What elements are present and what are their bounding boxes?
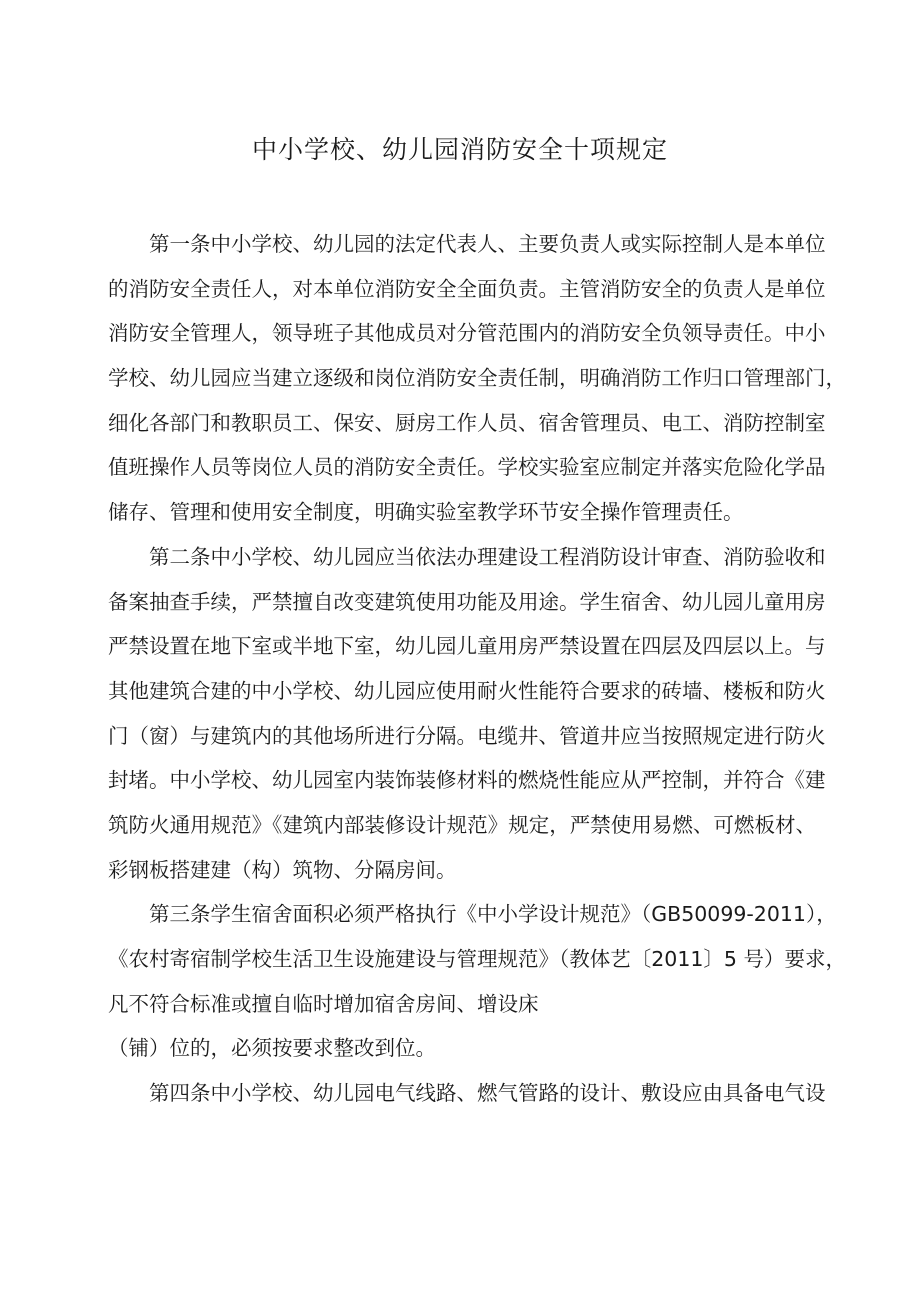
paragraph-line: 第四条中小学校、幼儿园电气线路、燃气管路的设计、敷设应由具备电气设 <box>149 1081 826 1106</box>
paragraph-line: 消防安全管理人，领导班子其他成员对分管范围内的消防安全负领导责任。中小 <box>108 321 826 346</box>
document-title: 中小学校、幼儿园消防安全十项规定 <box>251 135 668 164</box>
paragraph-line: （铺）位的，必须按要求整改到位。 <box>108 1036 436 1061</box>
paragraph-line: 值班操作人员等岗位人员的消防安全责任。学校实验室应制定并落实危险化学品 <box>108 455 826 480</box>
paragraph-line: 凡不符合标准或擅自临时增加宿舍房间、增设床 <box>108 991 539 1016</box>
paragraph-line: 门（窗）与建筑内的其他场所进行分隔。电缆井、管道井应当按照规定进行防火 <box>108 723 826 748</box>
paragraph-line: 其他建筑合建的中小学校、幼儿园应使用耐火性能符合要求的砖墙、楼板和防火 <box>108 678 826 703</box>
paragraph-line: 的消防安全责任人，对本单位消防安全全面负责。主管消防安全的负责人是单位 <box>108 276 826 301</box>
paragraph-line: 第三条学生宿舍面积必须严格执行《中小学设计规范》（GB50099-2011）， <box>149 902 837 927</box>
paragraph-line: 彩钢板搭建建（构）筑物、分隔房间。 <box>108 857 457 882</box>
paragraph-line: 筑防火通用规范》《建筑内部装修设计规范》规定，严禁使用易燃、可燃板材、 <box>108 812 816 837</box>
paragraph-line: 第一条中小学校、幼儿园的法定代表人、主要负责人或实际控制人是本单位 <box>149 232 826 256</box>
document-body <box>108 222 846 1116</box>
paragraph-line: 细化各部门和教职员工、保安、厨房工作人员、宿舍管理员、电工、消防控制室 <box>108 410 826 435</box>
paragraph-line: 严禁设置在地下室或半地下室，幼儿园儿童用房严禁设置在四层及四层以上。与 <box>108 634 826 659</box>
paragraph-line: 储存、管理和使用安全制度，明确实验室教学环节安全操作管理责任。 <box>108 500 744 525</box>
paragraph-line: 学校、幼儿园应当建立逐级和岗位消防安全责任制，明确消防工作归口管理部门， <box>108 366 846 391</box>
paragraph-line: 封堵。中小学校、幼儿园室内装饰装修材料的燃烧性能应从严控制，并符合《建 <box>108 768 826 793</box>
paragraph-line: 备案抽查手续，严禁擅自改变建筑使用功能及用途。学生宿舍、幼儿园儿童用房 <box>108 589 826 614</box>
paragraph-line: 第二条中小学校、幼儿园应当依法办理建设工程消防设计审查、消防验收和 <box>149 544 826 569</box>
paragraph-line: 《农村寄宿制学校生活卫生设施建设与管理规范》（教体艺〔2011〕5 号）要求， <box>108 947 846 971</box>
